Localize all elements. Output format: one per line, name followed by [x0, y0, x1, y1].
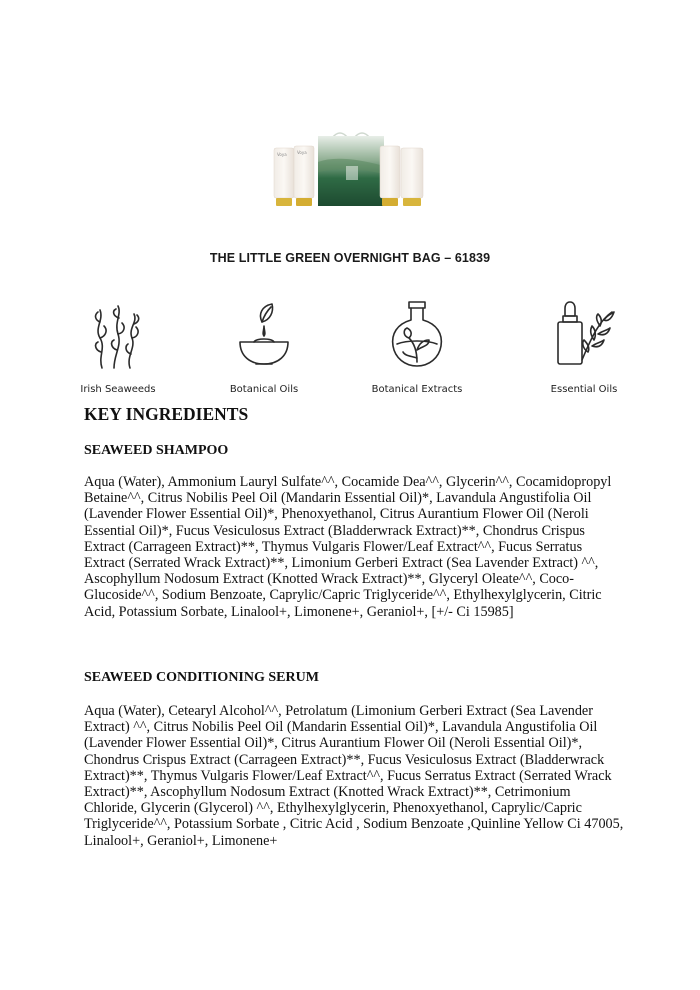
- section-heading-conditioning-serum: SEAWEED CONDITIONING SERUM: [84, 670, 319, 685]
- feature-label: Essential Oils: [550, 384, 618, 395]
- seaweed-icon: [88, 300, 148, 370]
- feature-botanical-extracts: [347, 300, 487, 395]
- feature-label: Irish Seaweeds: [80, 384, 156, 395]
- svg-text:Voya: Voya: [277, 152, 287, 157]
- key-ingredients-heading: KEY INGREDIENTS: [84, 404, 249, 424]
- section-heading-shampoo: SEAWEED SHAMPOO: [84, 443, 229, 458]
- extract-flask-icon: [387, 300, 447, 370]
- feature-botanical-oils: [194, 300, 334, 395]
- oil-bowl-icon: [234, 300, 294, 370]
- feature-label: Botanical Extracts: [371, 384, 463, 395]
- feature-label: Botanical Oils: [229, 384, 299, 395]
- ingredient-list-conditioning-serum: Aqua (Water), Cetearyl Alcohol^^, Petrolatum (Limonium Gerberi Extract (Sea Lavender Extract) ^^, Citrus Nobilis Peel Oil (Mandarin Essential Oil)*, Lavandula Angustifolia Oil (Lavender Flower Essential Oil)*, Citrus Aurantium Flower Oil (Neroli Essential Oil)*, Chondrus Crispus Extract (Carrageen Extract)**, Fucus Vesiculosus Extract (Bladderwrack Extract)**, Thymus Vulgaris Flower/Leaf Extract^^, Fucus Serratus Extract (Serrated Wrack Extract)**, Ascophyllum Nodosum Extract (Knotted Wrack Extract)**, Cetrimonium Chloride, Glycerin (Glycerol) ^^, Ethylhexylglycerin, Phenoxyethanol, Caprylic/Capric Triglyceride^^, Potassium Sorbate , Citric Acid , Sodium Benzoate ,Quinline Yellow Ci 47005, Linalool+, Geraniol+, Limonene+: [84, 703, 624, 849]
- document-title: THE LITTLE GREEN OVERNIGHT BAG – 61839: [209, 251, 491, 265]
- svg-text:Voya: Voya: [297, 150, 307, 155]
- dropper-bottle-icon: [552, 300, 616, 370]
- feature-irish-seaweeds: [48, 300, 188, 395]
- ingredient-list-shampoo: Aqua (Water), Ammonium Lauryl Sulfate^^, Cocamide Dea^^, Glycerin^^, Cocamidopropyl Betaine^^, Citrus Nobilis Peel Oil (Mandarin Essential Oil)*, Lavandula Angustifolia Oil (Lavender Flower Essential Oil)*, Phenoxyethanol, Citrus Aurantium Flower Oil (Neroli Essential Oil)*, Fucus Vesiculosus Extract (Bladderwrack Extract)**, Chondrus Crispus Extract (Carrageen Extract)**, Thymus Vulgaris Flower/Leaf Extract^^, Fucus Serratus Extract (Serrated Wrack Extract)**, Limonium Gerberi Extract (Sea Lavender Extract) ^^, Ascophyllum Nodosum Extract (Knotted Wrack Extract)**, Glyceryl Oleate^^, Coco-Glucoside^^, Sodium Benzoate, Caprylic/Capric Triglyceride^^, Ethylhexylglycerin, Citric Acid, Potassium Sorbate, Linalool+, Limonene+, Geraniol+, [+/- Ci 15985]: [84, 474, 612, 620]
- product-image: [270, 126, 432, 208]
- feature-essential-oils: [514, 300, 654, 395]
